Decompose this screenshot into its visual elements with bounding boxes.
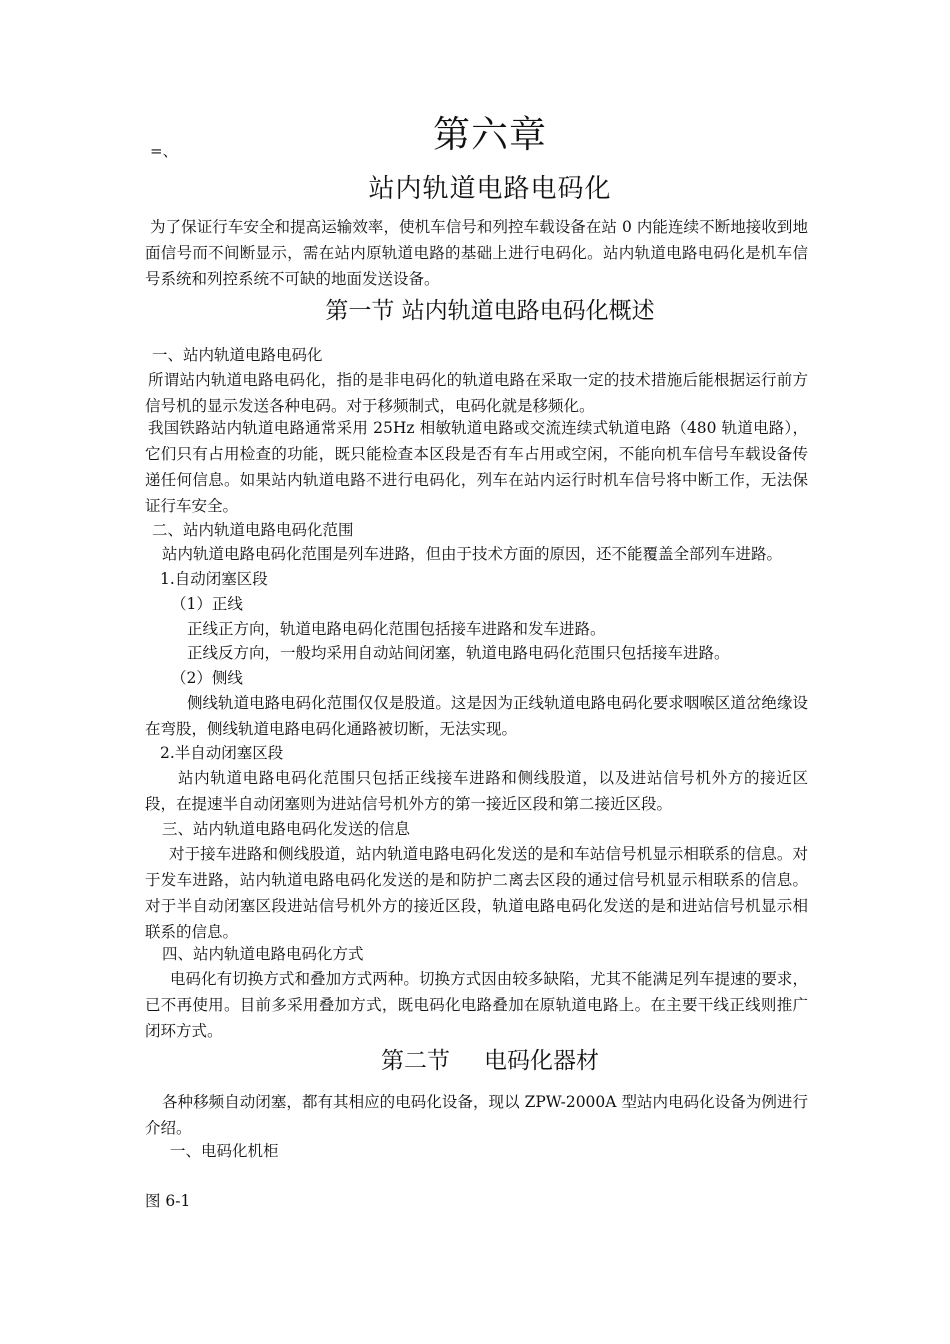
sub-item-1-text-b: 正线反方向，一般均采用自动站间闭塞，轨道电路电码化范围只包括接车进路。 [187,644,730,662]
section-1-heading-4: 四、站内轨道电路电码化方式 [162,945,364,963]
section-1-paragraph-5: 对于接车进路和侧线股道，站内轨道电路电码化发送的是和车站信号机显示相联系的信息。对于发车进路，站内轨道电路电码化发送的是和防护二离去区段的通过信号机显示相联系的信息。对于半自动闭塞区段进站信号机外方的接近区段，轨道电路电码化发送的是和进站信号机显示相联系的信息。 [145,845,808,941]
section-2-heading-1: 一、电码化机柜 [170,1142,279,1160]
section-2-title-text: 电码化器材 [484,1048,599,1074]
section-2-paragraph-1: 各种移频自动闭塞，都有其相应的电码化设备，现以 ZPW-2000A 型站内电码化设备为例进行介绍。 [145,1093,808,1137]
section-1-heading-1: 一、站内轨道电路电码化 [152,346,323,364]
sub-item-2-text: 侧线轨道电路电码化范围仅仅是股道。这是因为正线轨道电路电码化要求咽喉区道岔绝缘设在弯股，侧线轨道电路电码化通路被切断，无法实现。 [145,694,808,738]
figure-label: 图 6-1 [145,1192,191,1210]
section-1-paragraph-6: 电码化有切换方式和叠加方式两种。切换方式因由较多缺陷，尤其不能满足列车提速的要求，已不再使用。目前多采用叠加方式，既电码化电路叠加在原轨道电路上。在主要干线正线则推广闭环方式。 [145,970,808,1040]
section-1-paragraph-2: 我国铁路站内轨道电路通常采用 25Hz 相敏轨道电路或交流连续式轨道电路（480 轨道电路），它们只有占用检查的功能，既只能检查本区段是否有车占用或空闲，不能向机车信号车载设备传递任何信息。如果站内轨道电路不进行电码化，列车在站内运行时机车信号将中断工作，无法保证行车安全。 [145,419,808,515]
sub-item-1-text-a: 正线正方向，轨道电路电码化范围包括接车进路和发车进路。 [187,620,606,638]
section-1-paragraph-3: 站内轨道电路电码化范围是列车进路，但由于技术方面的原因，还不能覆盖全部列车进路。 [162,545,783,563]
section-2-title-number: 第二节 [381,1048,450,1074]
list-item-2: 2.半自动闭塞区段 [160,744,284,762]
section-1-paragraph-1: 所谓站内轨道电路电码化，指的是非电码化的轨道电路在采取一定的技术措施后能根据运行前方信号机的显示发送各种电码。对于移频制式，电码化就是移频化。 [145,371,808,415]
section-1-heading-2: 二、站内轨道电路电码化范围 [152,521,354,539]
intro-paragraph: 为了保证行车安全和提高运输效率，使机车信号和列控车载设备在站 0 内能连续不断地接收到地面信号而不间断显示，需在站内原轨道电路的基础上进行电码化。站内轨道电路电码化是机车信号系统和列控系统不可缺的地面发送设备。 [145,218,808,288]
section-2-title [0,1042,950,1075]
chapter-subtitle: 站内轨道电路电码化 [368,174,612,204]
list-item-1: 1.自动闭塞区段 [160,570,268,588]
sub-item-1: （1）正线 [171,595,243,613]
section-1-heading-3: 三、站内轨道电路电码化发送的信息 [162,820,411,838]
section-1-paragraph-4: 站内轨道电路电码化范围只包括正线接车进路和侧线股道，以及进站信号机外方的接近区段，在提速半自动闭塞则为进站信号机外方的第一接近区段和第二接近区段。 [145,769,808,813]
section-1-title: 第一节 站内轨道电路电码化概述 [325,298,655,324]
stray-mark: =、 [150,142,178,160]
sub-item-2: （2）侧线 [171,669,243,687]
chapter-title: 第六章 [433,113,547,156]
